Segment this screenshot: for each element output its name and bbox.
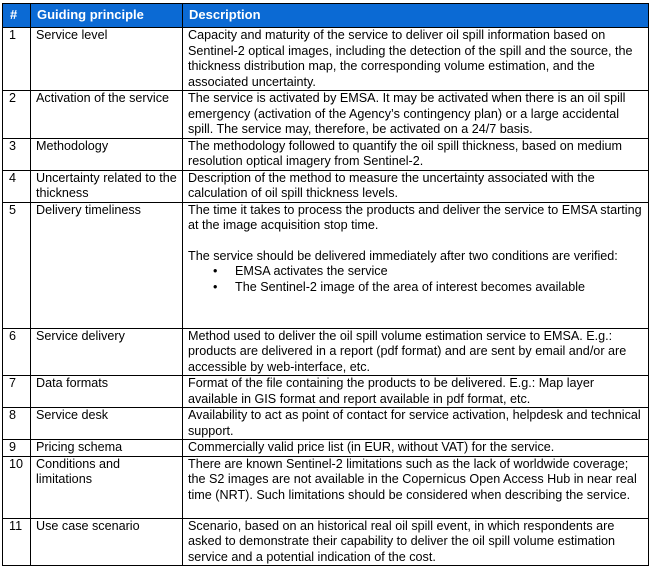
row-number: 3 [3,138,31,170]
list-item: • The Sentinel-2 image of the area of interest becomes available [235,280,645,296]
row-number: 11 [3,518,31,566]
header-number: # [3,4,31,28]
row-principle: Service level [31,28,183,91]
row-number: 7 [3,376,31,408]
guiding-principles-table-wrapper [2,3,648,566]
row-principle: Service desk [31,408,183,440]
row-number: 8 [3,408,31,440]
row-number: 1 [3,28,31,91]
row-principle: Methodology [31,138,183,170]
row-description-conditions: The service should be delivered immediately after two conditions are verified: [188,248,618,263]
row-principle: Service delivery [31,328,183,376]
row-principle: Uncertainty related to the thickness [31,170,183,202]
row-number: 6 [3,328,31,376]
conditions-list [188,264,645,295]
row-description: Method used to deliver the oil spill volume estimation service to EMSA. E.g.: products are delivered in a report (pdf format) and are sent by email and/or are accessible by web-interface, etc. [183,328,649,376]
table-row [3,440,649,457]
row-description: The service is activated by EMSA. It may be activated when there is an oil spill emergency (activation of the Agency’s contingency plan) or a large accidental spill. The service may, therefore, be activated on a 24/7 basis. [183,91,649,139]
table-row [3,28,649,91]
table-row [3,170,649,202]
table-body [3,28,649,566]
table-row [3,518,649,566]
row-description: Format of the file containing the products to be delivered. E.g.: Map layer available in GIS format and report available in pdf format, etc. [183,376,649,408]
guiding-principles-table [2,3,649,566]
header-principle: Guiding principle [31,4,183,28]
row-description: Scenario, based on an historical real oil spill event, in which respondents are asked to demonstrate their capability to deliver the oil spill volume estimation service and a potential indication of the cost. [183,518,649,566]
table-header [3,4,649,28]
row-description: The time it takes to process the products and deliver the service to EMSA starting at the image acquisition stop time. [188,202,642,232]
row-number: 10 [3,456,31,518]
row-description: Availability to act as point of contact for service activation, helpdesk and technical support. [183,408,649,440]
row-number: 4 [3,170,31,202]
table-row [3,376,649,408]
row-principle: Data formats [31,376,183,408]
row-description-block [183,202,649,328]
row-number: 9 [3,440,31,457]
row-principle: Activation of the service [31,91,183,139]
table-row [3,138,649,170]
table-row [3,408,649,440]
row-number: 5 [3,202,31,328]
row-description: There are known Sentinel-2 limitations such as the lack of worldwide coverage; the S2 images are not available in the Copernicus Open Access Hub in near real time (NRT). Such limitations should be considered when describing the service. [183,456,649,518]
table-row [3,328,649,376]
row-number: 2 [3,91,31,139]
row-description: Description of the method to measure the uncertainty associated with the calculation of oil spill thickness levels. [183,170,649,202]
row-principle: Pricing schema [31,440,183,457]
header-description: Description [183,4,649,28]
row-description: The methodology followed to quantify the oil spill thickness, based on medium resolution optical imagery from Sentinel-2. [183,138,649,170]
row-principle: Use case scenario [31,518,183,566]
row-principle: Delivery timeliness [31,202,183,328]
table-row [3,91,649,139]
row-description: Commercially valid price list (in EUR, without VAT) for the service. [183,440,649,457]
table-row [3,202,649,328]
row-principle: Conditions and limitations [31,456,183,518]
row-description: Capacity and maturity of the service to deliver oil spill information based on Sentinel-2 optical images, including the detection of the spill and the source, the thickness distribution map, the corresponding volume estimation, and the associated uncertainty. [183,28,649,91]
table-row [3,456,649,518]
table-header-row [3,4,649,28]
list-item: • EMSA activates the service [235,264,645,280]
